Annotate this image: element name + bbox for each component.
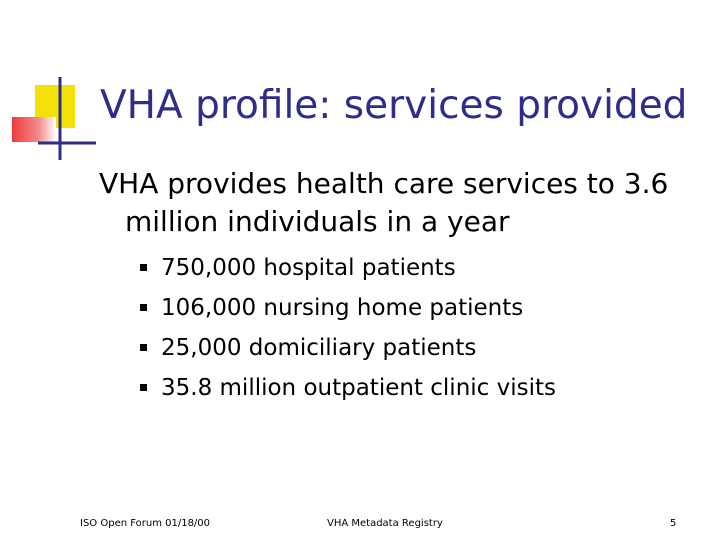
square-bullet-icon [140, 344, 147, 351]
square-bullet-icon [140, 304, 147, 311]
slide-title: VHA profile: services provided [100, 83, 688, 128]
footer-page-number: 5 [670, 518, 677, 529]
lead-text: VHA provides health care services to 3.6 million individuals in a year [99, 167, 669, 238]
bullet-item [140, 368, 556, 408]
bullet-item [140, 288, 556, 328]
bullet-item [140, 248, 556, 288]
footer-event: ISO Open Forum 01/18/00 [80, 518, 211, 529]
bullet-text: 106,000 nursing home patients [161, 295, 524, 321]
bullet-text: 25,000 domiciliary patients [161, 335, 477, 361]
red-accent-bar [12, 117, 56, 142]
bullet-list [140, 248, 556, 408]
footer-presentation-title: VHA Metadata Registry [327, 518, 443, 529]
square-bullet-icon [140, 384, 147, 391]
square-bullet-icon [140, 264, 147, 271]
bullet-text: 35.8 million outpatient clinic visits [161, 375, 556, 401]
bullet-item [140, 328, 556, 368]
bullet-text: 750,000 hospital patients [161, 255, 456, 281]
